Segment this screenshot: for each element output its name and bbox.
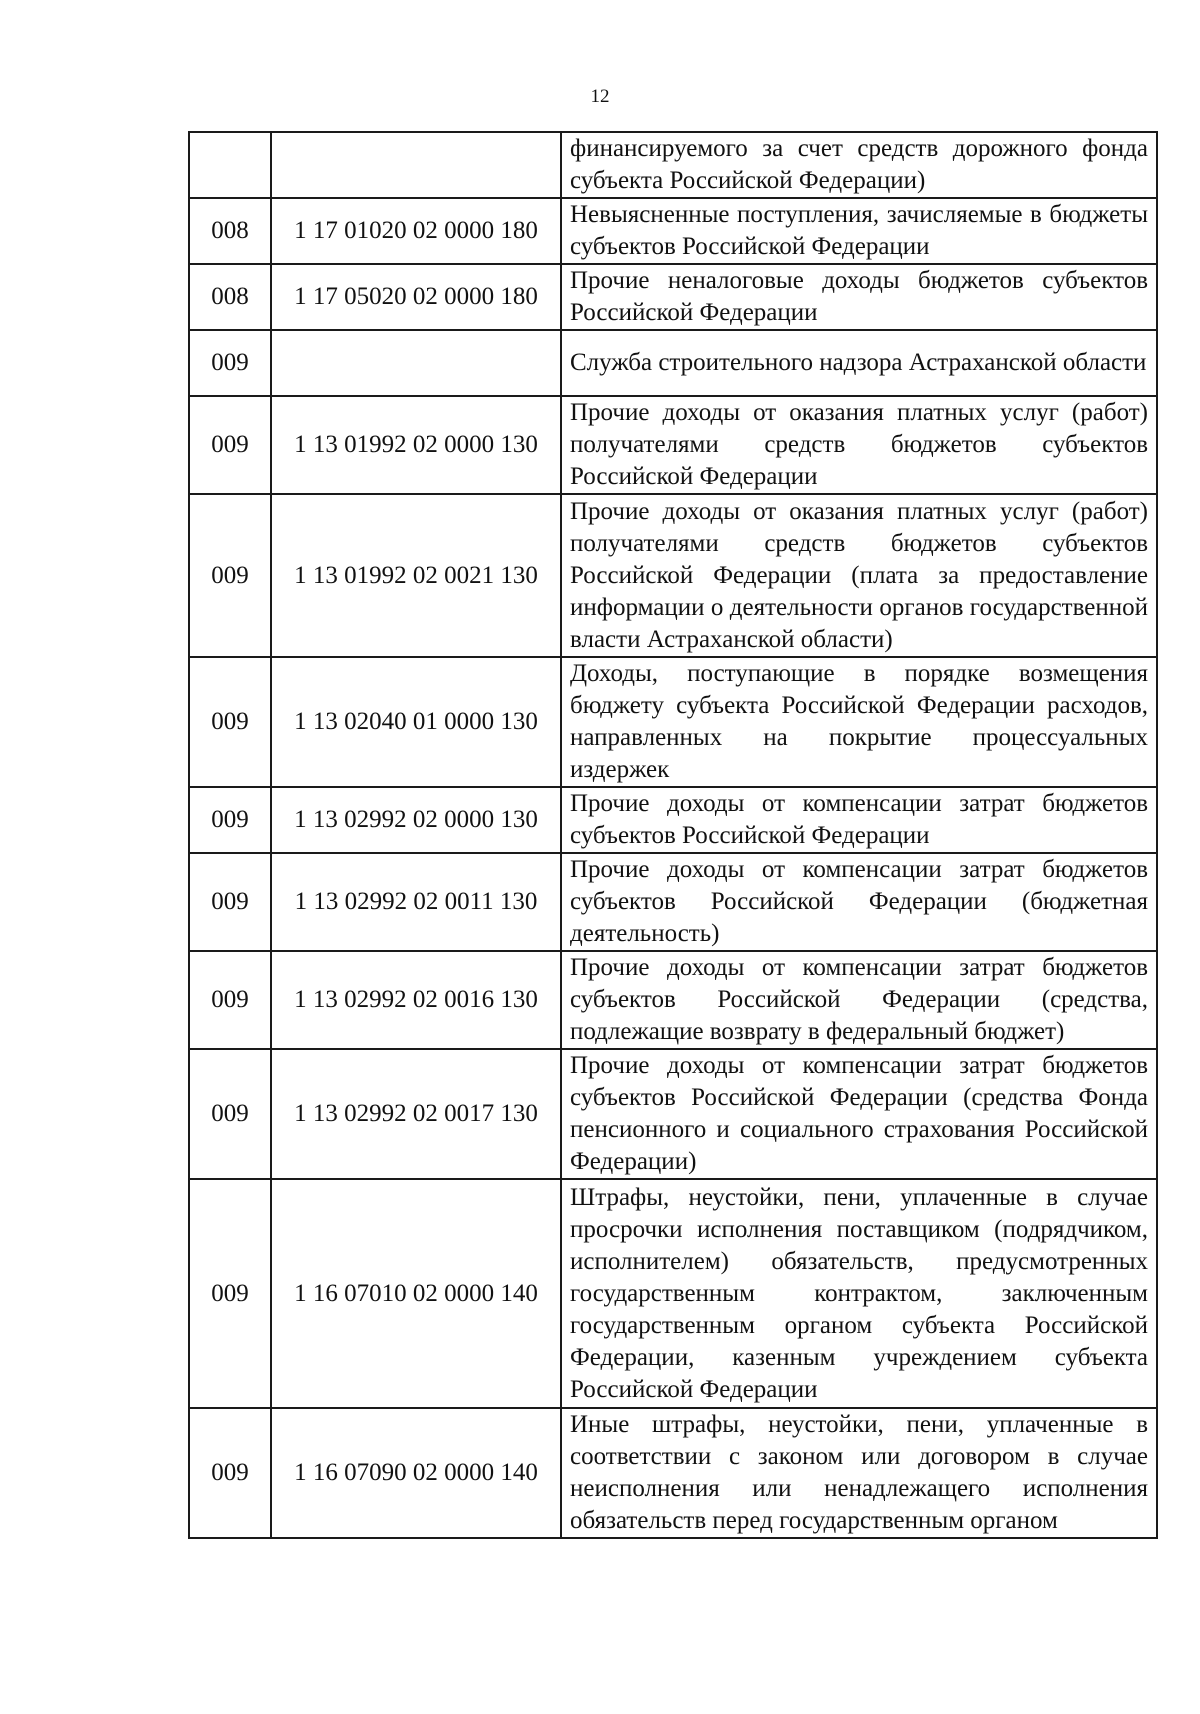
admin-code-cell: 009: [189, 657, 271, 787]
table-row: [189, 657, 1157, 787]
revenue-name-cell: Прочие доходы от компенсации затрат бюджетов субъектов Российской Федерации (средства, подлежащие возврату в федеральный бюджет): [561, 951, 1157, 1049]
revenue-name-cell: Прочие доходы от компенсации затрат бюджетов субъектов Российской Федерации (средства Фонда пенсионного и социального страхования Российской Федерации): [561, 1049, 1157, 1179]
table-row: [189, 264, 1157, 330]
revenue-name-cell: Невыясненные поступления, зачисляемые в бюджеты субъектов Российской Федерации: [561, 198, 1157, 264]
revenue-code-cell: 1 17 05020 02 0000 180: [271, 264, 561, 330]
admin-code-cell: 009: [189, 396, 271, 494]
table-row: [189, 494, 1157, 657]
admin-code-cell: 009: [189, 330, 271, 396]
revenue-name-cell: Прочие доходы от компенсации затрат бюджетов субъектов Российской Федерации (бюджетная деятельность): [561, 853, 1157, 951]
revenue-name-cell: Прочие доходы от компенсации затрат бюджетов субъектов Российской Федерации: [561, 787, 1157, 853]
revenue-name-cell: Прочие доходы от оказания платных услуг (работ) получателями средств бюджетов субъектов Российской Федерации (плата за предоставление информации о деятельности органов государственной власти Астраханской области): [561, 494, 1157, 657]
revenue-code-cell: 1 13 02992 02 0016 130: [271, 951, 561, 1049]
revenue-code-cell: 1 16 07090 02 0000 140: [271, 1408, 561, 1538]
revenue-codes-table: [188, 131, 1158, 1539]
admin-code-cell: 008: [189, 264, 271, 330]
page-number: 12: [590, 86, 610, 107]
table-row: [189, 853, 1157, 951]
table-row: [189, 198, 1157, 264]
admin-code-cell: 009: [189, 951, 271, 1049]
admin-code-cell: 009: [189, 1049, 271, 1179]
table-row: [189, 1049, 1157, 1179]
admin-code-cell: 009: [189, 1408, 271, 1538]
revenue-name-cell: Доходы, поступающие в порядке возмещения бюджету субъекта Российской Федерации расходов, направленных на покрытие процессуальных издержек: [561, 657, 1157, 787]
table-row: [189, 330, 1157, 396]
table-row: [189, 396, 1157, 494]
table-row: [189, 951, 1157, 1049]
table-row: [189, 787, 1157, 853]
revenue-code-cell: 1 13 01992 02 0021 130: [271, 494, 561, 657]
revenue-code-cell: 1 17 01020 02 0000 180: [271, 198, 561, 264]
table-row: [189, 1408, 1157, 1538]
revenue-code-cell: 1 13 02992 02 0017 130: [271, 1049, 561, 1179]
admin-code-cell: 009: [189, 787, 271, 853]
admin-code-cell: 009: [189, 1179, 271, 1408]
revenue-name-cell: финансируемого за счет средств дорожного фонда субъекта Российской Федерации): [561, 132, 1157, 198]
admin-code-cell: 008: [189, 198, 271, 264]
revenue-code-cell: 1 13 02992 02 0000 130: [271, 787, 561, 853]
revenue-code-cell: 1 13 01992 02 0000 130: [271, 396, 561, 494]
revenue-name-cell: Служба строительного надзора Астраханской области: [561, 330, 1157, 396]
admin-code-cell: [189, 132, 271, 198]
revenue-name-cell: Иные штрафы, неустойки, пени, уплаченные в соответствии с законом или договором в случае неисполнения или ненадлежащего исполнения обязательств перед государственным органом: [561, 1408, 1157, 1538]
table-row: [189, 1179, 1157, 1408]
revenue-code-cell: 1 16 07010 02 0000 140: [271, 1179, 561, 1408]
revenue-name-cell: Штрафы, неустойки, пени, уплаченные в случае просрочки исполнения поставщиком (подрядчиком, исполнителем) обязательств, предусмотренных государственным контрактом, заключенным государственным органом субъекта Российской Федерации, казенным учреждением субъекта Российской Федерации: [561, 1179, 1157, 1408]
revenue-code-cell: [271, 330, 561, 396]
revenue-name-cell: Прочие доходы от оказания платных услуг (работ) получателями средств бюджетов субъектов Российской Федерации: [561, 396, 1157, 494]
revenue-name-cell: Прочие неналоговые доходы бюджетов субъектов Российской Федерации: [561, 264, 1157, 330]
revenue-code-cell: [271, 132, 561, 198]
table-row: [189, 132, 1157, 198]
admin-code-cell: 009: [189, 853, 271, 951]
revenue-code-cell: 1 13 02040 01 0000 130: [271, 657, 561, 787]
revenue-code-cell: 1 13 02992 02 0011 130: [271, 853, 561, 951]
admin-code-cell: 009: [189, 494, 271, 657]
